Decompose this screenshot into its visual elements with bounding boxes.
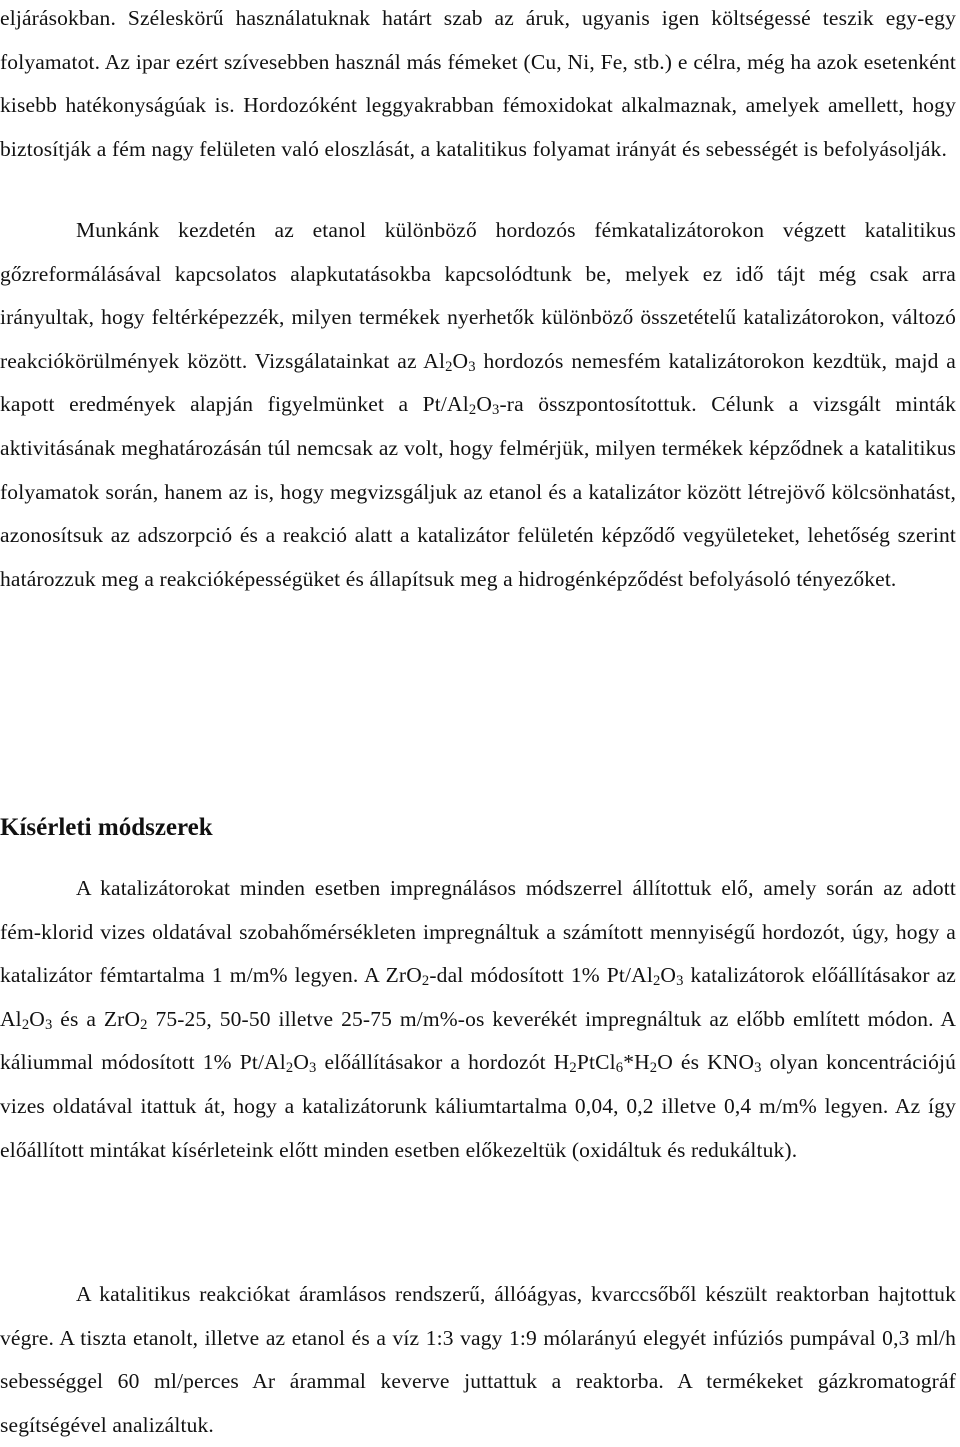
subscript: 3 [492,402,500,419]
text-run: O [293,1050,310,1075]
intro-paragraph-2 [0,209,956,601]
section-heading: Kísérleti módszerek [0,814,213,841]
text-run: hordozós nemesfém katalizátorokon kezdtük, majd a kapott eredmények alapján figyelmünket a Pt/Al [0,348,956,417]
methods-paragraph-2: A katalitikus reakciókat áramlásos rendszerű, állóágyas, kvarccsőből készült reaktorban hajtottuk végre. A tiszta etanolt, illetve az etanol és a víz 1:3 vagy 1:9 mólarányú elegyét infúziós pumpával 0,3 ml/h sebességgel 60 ml/perces Ar árammal keverve juttattuk a reaktorba. A termékeket gázkromatográf segítségével analizáltuk. [0,1282,956,1437]
text-run: és a ZrO [52,1006,141,1031]
text-run: olyan koncentrációjú vizes oldatával itattuk át, hogy a katalizátorunk káliumtartalma 0,04, 0,2 illetve 0,4 m/m% legyen. Az így előállított mintákat kísérleteink előtt minden esetben előkezeltük (oxidáltuk és redukáltuk). [0,1050,956,1162]
text-run: katalizátorok előállításakor az Al [0,963,956,1031]
text-run: O és KNO [657,1050,755,1075]
subscript: 2 [569,1060,577,1077]
subscript: 2 [652,973,661,990]
methods-paragraph-1 [0,867,956,1172]
subscript: 2 [649,1060,658,1077]
subscript: 3 [754,1060,762,1077]
subscript: 3 [44,1016,53,1033]
text-run: O [29,1006,45,1031]
subscript: 3 [309,1060,317,1077]
subscript: 2 [21,1016,30,1033]
text-run: *H [623,1050,650,1075]
subscript: 6 [615,1060,624,1077]
subscript: 3 [676,973,684,990]
text-run: -dal módosított 1% Pt/Al [429,963,653,988]
subscript: 2 [140,1016,148,1033]
text-run: előállításakor a hordozót H [316,1050,570,1075]
subscript: 2 [285,1060,294,1077]
subscript: 2 [468,402,477,419]
text-run: O [660,963,677,988]
subscript: 3 [468,358,476,375]
text-run: A katalizátorokat minden esetben impregnálásos módszerrel állítottuk elő, amely során az adott fém-klorid vizes oldatával szobahőmérsékleten impregnáltuk a számított mennyiségű hordozót, úgy, hogy a katalizátor fémtartalma 1 m/m% legyen. A ZrO [0,876,956,988]
intro-paragraph-1: eljárásokban. Széleskörű használatuknak határt szab az áruk, ugyanis igen költségessé teszik egy-egy folyamatot. Az ipar ezért szívesebben használ más fémeket (Cu, Ni, Fe, stb.) e célra, még ha azok esetenként kisebb hatékonyságúak is. Hordozóként leggyakrabban fémoxidokat alkalmaznak, amelyek amellett, hogy biztosítják a fém nagy felületen való eloszlását, a katalitikus folyamat irányát és sebességét is befolyásolják. [0,6,956,161]
subscript: 2 [445,358,453,375]
text-run: O [476,392,492,417]
text-run: O [452,348,469,373]
text-run: 75-25, 50-50 illetve 25-75 m/m%-os keverékét impregnáltuk az előbb említett módon. A káliummal módosított 1% Pt/Al [0,1006,956,1075]
text-run: -ra összpontosítottuk. Célunk a vizsgált minták aktivitásának meghatározásán túl nemcsak az volt, hogy felmérjük, milyen termékek képződnek a katalitikus folyamatok során, hanem az is, hogy megvizsgáljuk az etanol és a katalizátor között létrejövő kölcsönhatást, azonosítsuk az adszorpció és a reakció alatt a katalizátor felületén képződő vegyületeket, lehetőség szerint határozzuk meg a reakcióképességüket és állapítsuk meg a hidrogénképződést befolyásoló tényezőket. [0,392,956,591]
text-run: PtCl [576,1050,616,1075]
text-run: Munkánk kezdetén az etanol különböző hordozós fémkatalizátorokon végzett katalitikus gőzreformálásával kapcsolatos alapkutatásokba kapcsolódtunk be, melyek ez idő tájt még csak arra irányultak, hogy feltérképezzék, milyen termékek nyerhetők különböző összetételű katalizátorokon, változó reakciókörülmények között. Vizsgálatainkat az Al [0,218,956,373]
subscript: 2 [421,973,430,990]
